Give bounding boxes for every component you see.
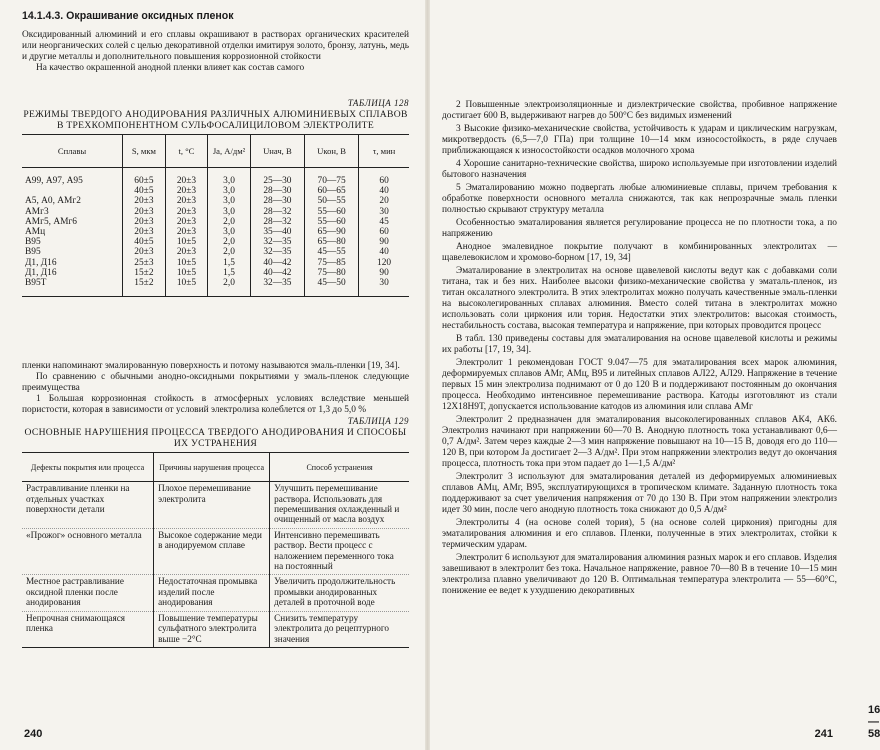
table-128-cell: 40—42 [250, 268, 304, 278]
table-128-cell: 20±3 [123, 217, 166, 227]
table-row [22, 482, 409, 529]
table-row [22, 168, 409, 187]
table-129 [22, 452, 409, 648]
right-paragraph: Эматалирование в электролитах на основе щавелевой кислоты ведут как с добавками соли титана, так и без них. Наиболее высоки физико-механические свойства у эматаль-пленок, из титан оксалатного электролита. В этих электролитах можно получать качественные эмаль-пленки на высоколегированных сплавах алюминия. Вместо солей титана в электролитах можно использовать соли циркония или тория. Недостатки этих электролитов: высокая стоимость, нестабильность состава, высокая температура и напряжение, при которых проводится процесс [442, 266, 837, 331]
right-paragraph: В табл. 130 приведены составы для эматалирования на основе щавелевой кислоты и режимы их работы [17, 19, 34]. [442, 334, 837, 355]
table-128-cell: 10±5 [165, 258, 208, 268]
table-128-cell: 25±3 [123, 258, 166, 268]
table-128-cell: 2,0 [208, 247, 251, 257]
table-128-cell: 65—80 [304, 237, 358, 247]
table-row [22, 268, 409, 278]
table-128-cell: 10±5 [165, 278, 208, 297]
right-paragraph: Электролит 1 рекомендован ГОСТ 9.047—75 для эматалирования всех марок алюминия, деформируемых сплавов АМг, АМц, В95 и литейных сплавов АЛ22, АЛ29. Напряжение в течение первых 15 мин электролиза поднимают от 0 до 120 В и поддерживают постоянным до окончания процесса. Необходимо интенсивное перемешивание раствора. Катоды изготовляют из стали 12Х18Н9Т, допускается использование катодов из алюминия или сплава АМг [442, 358, 837, 412]
table-row [22, 528, 409, 575]
table-129-cell: Недостаточная промывка изделий после анодирования [154, 575, 270, 611]
table-128-cell: 120 [359, 258, 409, 268]
table-128-cell: 40 [359, 247, 409, 257]
table-128-header-row [22, 135, 409, 168]
right-paragraph: Электролит 2 предназначен для эматалирования высоколегированных сплавов АК4, АК6. Электролиз начинают при напряжении 60—70 В. Анодную плотность тока устанавливают 0,6—0,7 А/дм². Затем через каждые 2—3 мин напряжение повышают на 10—15 В, доводя его до 110—120 В, при котором Jа достигает 2—3 А/дм². При этом напряжении электролиз ведут до окончания процесса, плотность тока при этом падает до 1—1,5 А/дм² [442, 415, 837, 469]
right-paragraph: Электролит 6 используют для эматалирования алюминия разных марок и его сплавов. Изделия завешивают в электролит без тока. Начальное напряжение, равное 70—80 В в течение 10—15 мин электролиза плавно увеличивают до 120 В. Оптимальная температура электролита — 55—60°С, понижение ее ведет к ухудшению декоративных [442, 553, 837, 596]
table-128-cell: 32—35 [250, 247, 304, 257]
table-129-cell: Плохое перемешивание электролита [154, 482, 270, 529]
table-128-cell: 15±2 [123, 278, 166, 297]
table-129-header-cell: Дефекты покрытия или процесса [22, 453, 154, 482]
table-128-header-cell: Uкон, В [304, 135, 358, 168]
table-128-cell: 35—40 [250, 227, 304, 237]
table-128-cell: 3,0 [208, 227, 251, 237]
table-128-cell: 28—30 [250, 196, 304, 206]
table-128-cell: 20±3 [165, 196, 208, 206]
intro-paragraph-2: На качество окрашенной анодной пленки влияет как состав самого [36, 63, 305, 73]
table-129-cell: Местное растравливание оксидной пленки после анодирования [22, 575, 154, 611]
mid-paragraph-2: По сравнению с обычными анодно-оксидными покрытиями у эмаль-пленок следующие преимущества [22, 372, 409, 394]
mid-paragraph-1: пленки напоминают эмалированную поверхность и потому называются эмаль-пленки [19, 34]. [22, 361, 400, 372]
table-129-header-cell: Способ устранения [270, 453, 409, 482]
table-128-cell: 60 [359, 168, 409, 187]
table-128-cell: 15±2 [123, 268, 166, 278]
table-129-cell: Интенсивно перемешивать раствор. Вести процесс с наложением переменного тока на постоянный [270, 528, 409, 575]
table-128-cell: 20±3 [165, 168, 208, 187]
table-128-cell: 1,5 [208, 258, 251, 268]
table-128-cell: В95Т [25, 278, 47, 289]
table-row [22, 227, 409, 237]
table-128-cell: 2,0 [208, 217, 251, 227]
table-128-cell: 20±3 [165, 207, 208, 217]
table-128-cell: 2,0 [208, 237, 251, 247]
table-129-cell: Высокое содержание меди в анодируемом сплаве [154, 528, 270, 575]
intro-paragraph-1: Оксидированный алюминий и его сплавы окрашивают в растворах органических красителей или неорганических солей с целью декоративной отделки имитируя золото, бронзу, латунь, медь и другие металлы и дополнительного повышения коррозионной стойкости [22, 30, 409, 62]
table-128-cell: 70—75 [304, 168, 358, 187]
table-128-cell: 20±3 [165, 227, 208, 237]
table-128-cell: 90 [359, 237, 409, 247]
signature-mark: 16—58 [868, 704, 880, 740]
table-128-cell: 25—30 [250, 168, 304, 187]
table-129-cell: Повышение температуры сульфатного электролита выше −2°С [154, 611, 270, 647]
mid-paragraph-3: 1 Большая коррозионная стойкость в атмосферных условиях вследствие меньшей пористости, которая в зависимости от условий электролиза колеблется от 1,3 до 5,0 % [22, 394, 409, 416]
table-128-cell: 65—90 [304, 227, 358, 237]
table-128-cell: АМц [25, 227, 46, 238]
right-text-column [442, 100, 837, 597]
table-128-cell: 55—60 [304, 217, 358, 227]
table-row [22, 186, 409, 196]
table-129-label: ТАБЛИЦА 129 [347, 416, 409, 427]
table-128-cell: 3,0 [208, 186, 251, 196]
table-row [22, 611, 409, 647]
table-128-label: ТАБЛИЦА 128 [347, 98, 409, 108]
table-128-cell: 30 [359, 207, 409, 217]
table-128-cell: 3,0 [208, 207, 251, 217]
left-page [0, 0, 425, 750]
table-128-cell: 32—35 [250, 278, 304, 297]
table-129-cell: Увеличить продолжительность промывки анодированных деталей в проточной воде [270, 575, 409, 611]
table-128-cell: 60 [359, 227, 409, 237]
right-paragraph: Особенностью эматалирования является регулирование процесса не по плотности тока, а по напряжению [442, 218, 837, 239]
right-paragraph: 5 Эматалированию можно подвергать любые алюминиевые сплавы, причем требования к обработке поверхности основного металла снижаются, так как непрозрачные эмаль пленки полностью скрывают структуру металла [442, 183, 837, 215]
right-paragraph: 4 Хорошие санитарно-технические свойства, широко используемые при изготовлении изделий бытового назначения [442, 159, 837, 180]
right-paragraph: Электролиты 4 (на основе солей тория), 5 (на основе солей циркония) пригодны для эматалирования алюминия и его сплавов. Пленки, полученные в этих электролитах, стойки к термическим ударам. [442, 518, 837, 550]
table-128-header-cell: Uнач, В [250, 135, 304, 168]
table-128 [22, 134, 409, 297]
table-row [22, 575, 409, 611]
table-128-cell: АМг3 [25, 206, 49, 217]
table-128-cell: 75—80 [304, 268, 358, 278]
table-128-cell: 32—35 [250, 237, 304, 247]
table-128-cell: 45—50 [304, 278, 358, 297]
table-129-header-cell: Причины нарушения процесса [154, 453, 270, 482]
table-128-header-cell: τ, мин [359, 135, 409, 168]
right-paragraph: 3 Высокие физико-механические свойства, устойчивость к ударам и циклическим нагрузкам, микротвердость (6,5—7,0 ГПа) при толщине 10—14 мкм износостойкость, в ряде случаев приближающаяся к износостойкости осадков молочного хрома [442, 124, 837, 156]
table-row [22, 207, 409, 217]
table-128-cell: А99, А97, А95 [25, 176, 83, 186]
table-128-cell: 28—32 [250, 207, 304, 217]
table-128-cell: 90 [359, 268, 409, 278]
table-128-cell: Д1, Д16 [25, 267, 57, 278]
table-128-cell: 10±5 [165, 237, 208, 247]
table-128-cell: 50—55 [304, 196, 358, 206]
table-128-cell: 40±5 [123, 186, 166, 196]
table-128-cell: Д1, Д16 [25, 257, 57, 268]
table-129-cell: «Прожог» основного металла [22, 528, 154, 575]
table-128-header-cell: S, мкм [123, 135, 166, 168]
table-129-cell: Снизить температуру электролита до рецептурного значения [270, 611, 409, 647]
table-128-cell: 28—30 [250, 186, 304, 196]
right-paragraph: 2 Повышенные электроизоляционные и диэлектрические свойства, пробивное напряжение достигает 600 В, выдерживают нагрев до 500°С без видимых изменений [442, 100, 837, 121]
table-129-cell: Улучшить перемешивание раствора. Использовать для перемешивания охлажденный и очищенный от масла воздух [270, 482, 409, 529]
table-129-cell: Непрочная снимающаяся пленка [26, 612, 126, 634]
page-number-left: 240 [24, 728, 43, 740]
right-paragraph: Анодное эмалевидное покрытие получают в комбинированных электролитах — щавелевокислом и хромово-борном [17, 19, 34] [442, 242, 837, 263]
table-128-cell: АМг5, АМг6 [25, 216, 77, 227]
table-128-cell: В95 [25, 247, 41, 258]
page-number-right: 241 [814, 728, 833, 740]
right-page [430, 0, 880, 750]
table-128-header-cell: Jа, А/дм² [208, 135, 251, 168]
table-row [22, 278, 409, 297]
table-row [22, 217, 409, 227]
table-128-cell: 40—42 [250, 258, 304, 268]
table-128-cell: 28—32 [250, 217, 304, 227]
table-129-cell: Растравливание пленки на отдельных участках поверхности детали [22, 482, 154, 529]
table-128-cell: 20±3 [123, 227, 166, 237]
table-128-cell: 3,0 [208, 168, 251, 187]
table-128-cell: 45 [359, 217, 409, 227]
table-128-cell: 2,0 [208, 278, 251, 297]
table-128-cell: 60—65 [304, 186, 358, 196]
table-128-cell: 10±5 [165, 268, 208, 278]
table-128-cell: В95 [25, 237, 41, 248]
table-128-cell: 1,5 [208, 268, 251, 278]
table-128-cell: 30 [359, 278, 409, 297]
table-128-cell: 20±3 [165, 217, 208, 227]
table-128-cell: А5, А0, АМг2 [25, 196, 81, 207]
table-128-cell: 3,0 [208, 196, 251, 206]
table-128-cell: 60±5 [123, 168, 166, 187]
table-129-title: ОСНОВНЫЕ НАРУШЕНИЯ ПРОЦЕССА ТВЕРДОГО АНОДИРОВАНИЯ И СПОСОБЫ ИХ УСТРАНЕНИЯ [24, 427, 407, 450]
table-128-cell: 20 [359, 196, 409, 206]
table-128-cell: 20±3 [123, 247, 166, 257]
table-row [22, 196, 409, 206]
table-row [22, 247, 409, 257]
table-128-title: РЕЖИМЫ ТВЕРДОГО АНОДИРОВАНИЯ РАЗЛИЧНЫХ АЛЮМИНИЕВЫХ СПЛАВОВ В ТРЕХКОМПОНЕНТНОМ СУЛЬФОСАЛИЦИЛОВОМ ЭЛЕКТРОЛИТЕ [23, 109, 408, 131]
table-row [22, 258, 409, 268]
right-paragraph: Электролит 3 используют для эматалирования деталей из деформируемых алюминиевых сплавов АМц, АМг, В95, эксплуатирующихся в тропическом климате. Заданную плотность тока поддерживают за счет увеличения напряжения от 70 до 130 В. При этом напряжении электролиз идет 30 мин, после чего анодную плотность тока снижают до 0,5 А/дм² [442, 472, 837, 515]
table-128-cell: 40±5 [123, 237, 166, 247]
table-128-cell: 20±3 [165, 186, 208, 196]
table-128-cell: 20±3 [123, 196, 166, 206]
table-row [22, 237, 409, 247]
table-128-cell: 45—55 [304, 247, 358, 257]
table-128-cell: 55—60 [304, 207, 358, 217]
table-128-cell: 75—85 [304, 258, 358, 268]
table-129-header-row [22, 453, 409, 482]
table-128-header-cell: Сплавы [22, 135, 123, 168]
table-128-cell: 20±3 [165, 247, 208, 257]
section-title: 14.1.4.3. Окрашивание оксидных пленок [22, 10, 234, 22]
table-128-cell: 20±3 [123, 207, 166, 217]
table-128-cell [22, 186, 123, 196]
table-128-cell: 40 [359, 186, 409, 196]
table-128-header-cell: t, °C [165, 135, 208, 168]
